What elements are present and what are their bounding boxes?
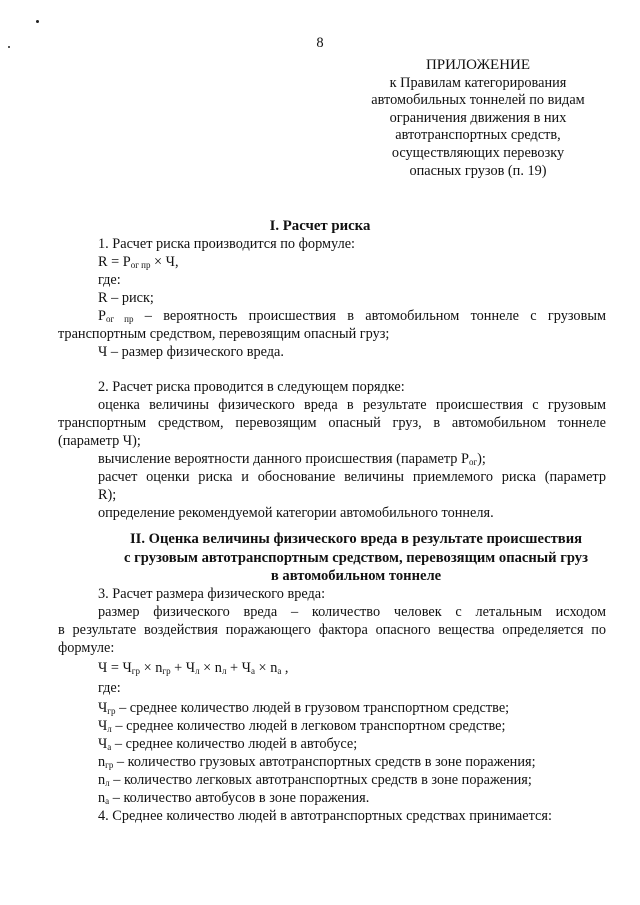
appendix-block bbox=[362, 57, 594, 180]
harm-definition-line: в результате воздействия поражающего фактора опасного вещества определяется по bbox=[58, 622, 606, 638]
definition-p: $P_{ог пр}$ – вероятность происшествия в автомобильном тоннеле с грузовым bbox=[98, 308, 606, 324]
definition-item: $Ч_а$ – среднее количество людей в автобусе; bbox=[98, 736, 358, 752]
section-2-body bbox=[58, 585, 606, 807]
definition-p-cont: транспортным средством, перевозящим опасный груз; bbox=[58, 326, 390, 342]
section-1-body bbox=[58, 235, 606, 361]
definition-item: $Ч_л$ – среднее количество людей в легковом транспортном средстве; bbox=[98, 718, 506, 734]
appendix-line: опасных грузов (п. 19) bbox=[409, 162, 547, 179]
section-2-title: II. Оценка величины физического вреда в результате происшествия с грузовым автотранспортным средством, перевозящим опасный груз в автомобильном тоннеле bbox=[124, 531, 588, 584]
paragraph-2: 2. Расчет риска проводится в следующем порядке: bbox=[98, 379, 405, 395]
step-1-line: (параметр Ч); bbox=[58, 433, 141, 449]
page-number: 8 bbox=[316, 35, 324, 51]
definition-item: $n_а$ – количество автобусов в зоне поражения. bbox=[98, 790, 370, 806]
definition-item: $n_л$ – количество легковых автотранспортных средств в зоне поражения; bbox=[98, 772, 532, 788]
appendix-line: автотранспортных средств, bbox=[395, 127, 561, 144]
paragraph-4: 4. Среднее количество людей в автотранспортных средствах принимается: bbox=[98, 808, 552, 824]
appendix-line: автомобильных тоннелей по видам bbox=[371, 92, 585, 109]
paragraph-3: 3. Расчет размера физического вреда: bbox=[98, 586, 326, 602]
step-1-line: оценка величины физического вреда в результате происшествия с грузовым bbox=[98, 397, 606, 413]
appendix-line: к Правилам категорирования bbox=[389, 74, 567, 91]
section-1-title: I. Расчет риска bbox=[269, 218, 371, 234]
risk-formula: $R = P_{ог пр} \times Ч$, bbox=[98, 254, 179, 270]
where-label: где: bbox=[98, 272, 121, 288]
definition-item: $Ч_{гр}$ – среднее количество людей в грузовом транспортном средстве; bbox=[98, 700, 510, 716]
step-3-line: расчет оценки риска и обоснование величины приемлемого риска (параметр bbox=[98, 469, 606, 485]
definition-item: $n_{гр}$ – количество грузовых автотранспортных средств в зоне поражения; bbox=[98, 754, 536, 770]
where-label: где: bbox=[98, 680, 121, 696]
step-4: определение рекомендуемой категории автомобильного тоннеля. bbox=[98, 505, 494, 521]
paragraph-4-block bbox=[58, 807, 606, 825]
step-1-line: транспортным средством, перевозящим опасный груз, в автомобильном тоннеле bbox=[58, 415, 606, 431]
definition-r: R – риск; bbox=[98, 290, 154, 306]
section-1-order bbox=[58, 378, 606, 522]
paragraph-1: 1. Расчет риска производится по формуле: bbox=[98, 236, 356, 252]
harm-formula: $Ч = Ч_{гр} \times n_{гр} + Ч_л \times n_л + Ч_а \times n_а$ , bbox=[98, 660, 289, 676]
definition-ch: Ч – размер физического вреда. bbox=[98, 344, 284, 360]
harm-definition-line: размер физического вреда – количество человек с летальным исходом bbox=[98, 604, 606, 620]
step-2: вычисление вероятности данного происшествия (параметр $P_{ог}$); bbox=[98, 451, 486, 467]
appendix-line: осуществляющих перевозку bbox=[391, 144, 565, 161]
scan-speck bbox=[36, 20, 39, 23]
appendix-line: ограничения движения в них bbox=[389, 109, 567, 126]
appendix-heading: ПРИЛОЖЕНИЕ bbox=[425, 57, 531, 73]
step-3-line: R); bbox=[98, 487, 117, 503]
harm-definition-line: формуле: bbox=[58, 640, 115, 656]
